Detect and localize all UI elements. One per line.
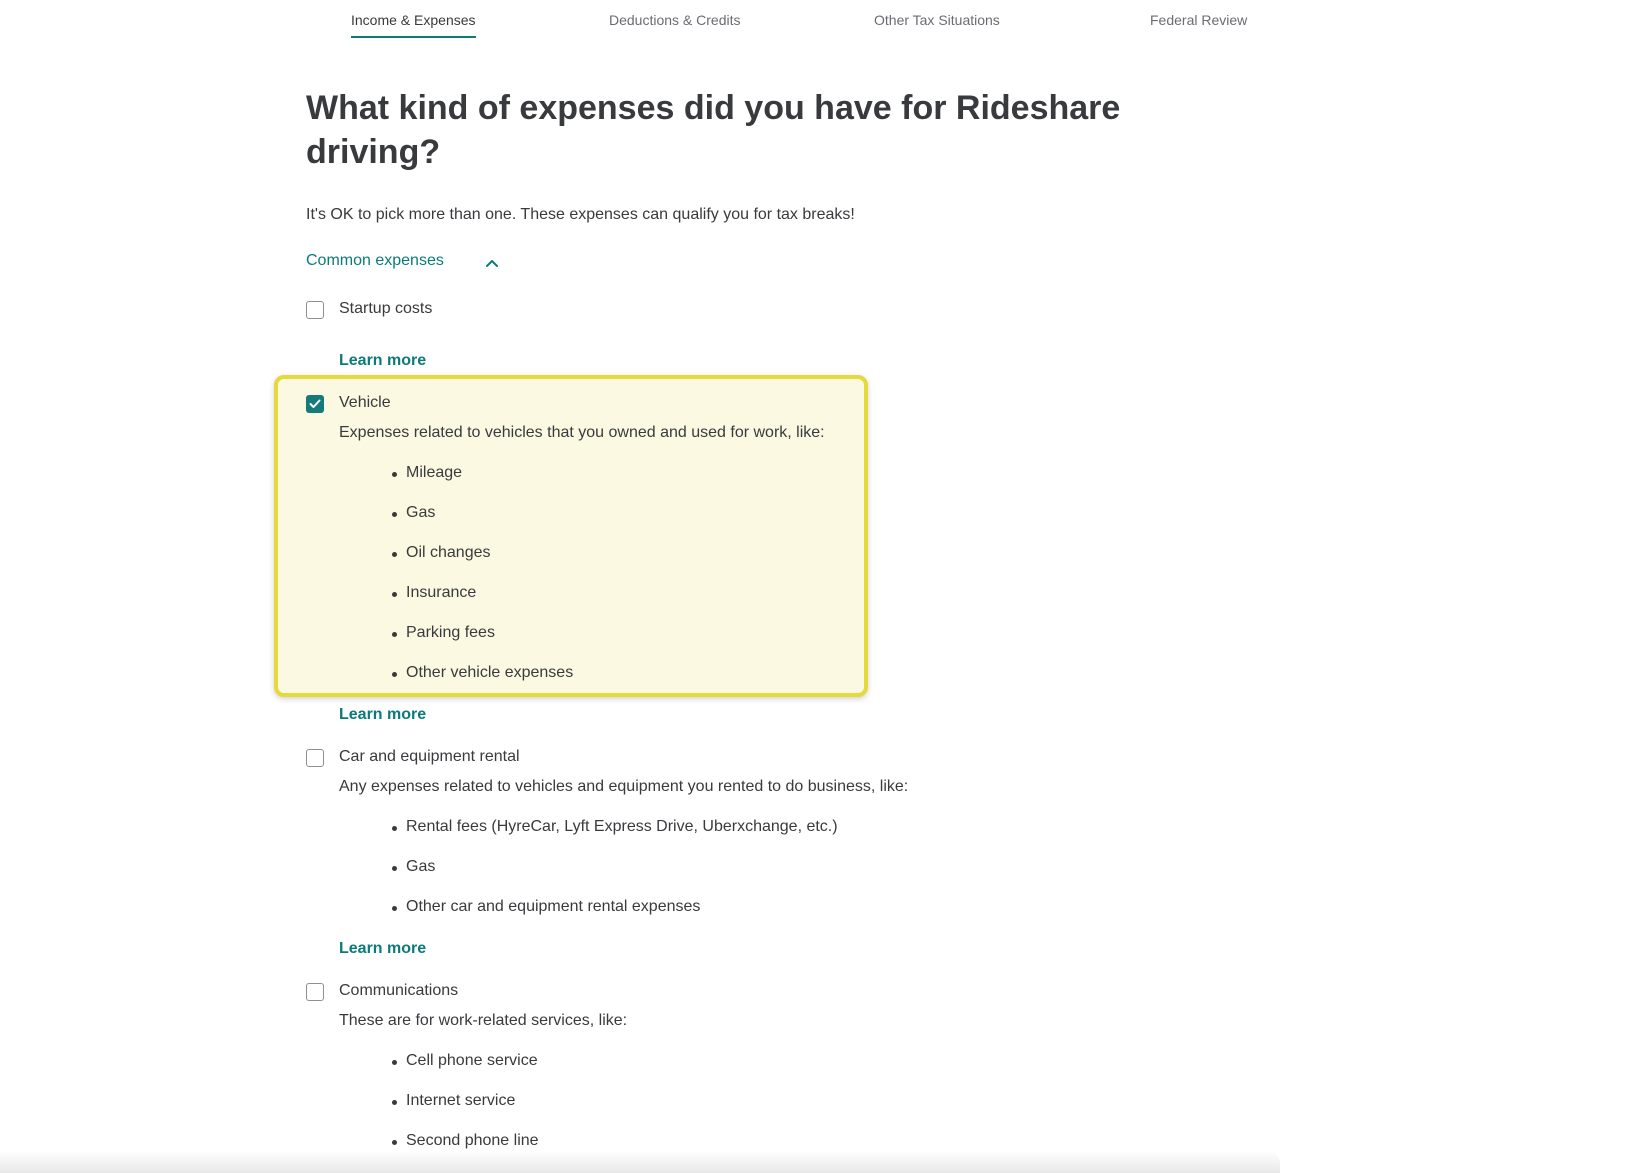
vehicle-label[interactable]: Vehicle [339, 394, 391, 411]
bottom-scroll-shadow [0, 1151, 1280, 1173]
list-item: Insurance [392, 584, 476, 602]
vehicle-description: Expenses related to vehicles that you owned and used for work, like: [339, 424, 825, 441]
list-item: Other car and equipment rental expenses [392, 898, 700, 916]
list-item: Oil changes [392, 544, 491, 562]
tab-label: Federal Review [1150, 12, 1248, 28]
communications-description: These are for work-related services, like: [339, 1012, 628, 1029]
communications-label[interactable]: Communications [339, 982, 459, 999]
page-subtitle: It's OK to pick more than one. These expenses can qualify you for tax breaks! [306, 206, 855, 223]
list-item: Rental fees (HyreCar, Lyft Express Drive, Uberxchange, etc.) [392, 818, 838, 836]
tab-federal-review[interactable] [1150, 12, 1247, 28]
learn-more-vehicle-link[interactable]: Learn more [339, 706, 427, 723]
list-item: Gas [392, 504, 435, 522]
tab-income-expenses[interactable] [351, 12, 476, 28]
page-title: What kind of expenses did you have for Rideshare driving? [306, 89, 1121, 171]
tab-label: Other Tax Situations [874, 12, 1000, 28]
progress-tabs [0, 0, 1628, 50]
learn-more-car-rental-link[interactable]: Learn more [339, 940, 427, 957]
list-item: Other vehicle expenses [392, 664, 573, 682]
learn-more-startup-costs-link[interactable]: Learn more [339, 352, 427, 369]
car-equipment-rental-description: Any expenses related to vehicles and equipment you rented to do business, like: [339, 778, 909, 795]
tab-deductions-credits[interactable] [609, 12, 741, 28]
list-item: Second phone line [392, 1132, 539, 1150]
active-tab-underline [351, 36, 476, 38]
startup-costs-label[interactable]: Startup costs [339, 300, 433, 317]
tab-other-tax-situations[interactable] [874, 12, 1000, 28]
startup-costs-checkbox[interactable] [306, 301, 324, 319]
chevron-up-icon[interactable] [484, 257, 500, 269]
tab-label: Income & Expenses [351, 12, 476, 28]
vehicle-checkbox[interactable] [306, 395, 324, 413]
list-item: Parking fees [392, 624, 495, 642]
list-item: Mileage [392, 464, 462, 482]
common-expenses-toggle[interactable]: Common expenses [306, 252, 444, 269]
list-item: Gas [392, 858, 435, 876]
communications-checkbox[interactable] [306, 983, 324, 1001]
list-item: Cell phone service [392, 1052, 538, 1070]
checkmark-icon [309, 399, 321, 409]
tab-label: Deductions & Credits [609, 12, 741, 28]
list-item: Internet service [392, 1092, 515, 1110]
car-equipment-rental-checkbox[interactable] [306, 749, 324, 767]
car-equipment-rental-label[interactable]: Car and equipment rental [339, 748, 520, 765]
